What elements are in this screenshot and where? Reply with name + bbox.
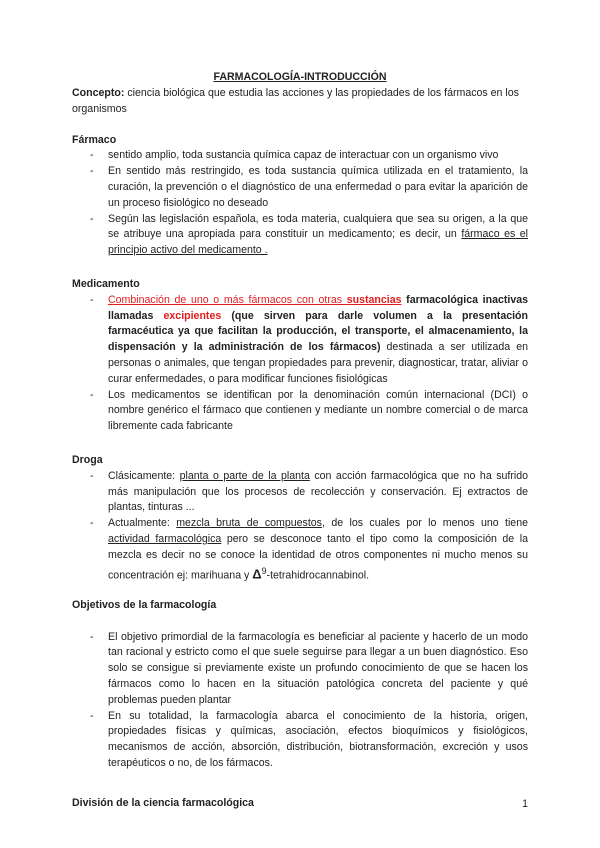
list-dash: - xyxy=(90,165,94,178)
list-item xyxy=(72,293,528,388)
list-item-text: sentido amplio, toda sustancia química capaz de interactuar con un organismo vivo xyxy=(108,149,499,162)
farmaco-definition-underlined: fármaco es el principio activo del medicamento . xyxy=(108,228,528,257)
medicamento-list xyxy=(72,293,528,435)
list-dash: - xyxy=(90,709,94,722)
section-heading-droga: Droga xyxy=(72,453,103,466)
list-dash: - xyxy=(90,388,94,401)
section-heading-medicamento: Medicamento xyxy=(72,277,140,290)
planta-underlined: planta o parte de la planta xyxy=(179,469,310,482)
title-line xyxy=(72,70,528,86)
droga-middle-text: , de los cuales por lo menos uno tiene xyxy=(321,517,528,530)
excipientes-highlight: excipientes xyxy=(163,309,222,322)
concept-text: ciencia biológica que estudia las acciones y las propiedades de los fármacos en los organismos xyxy=(72,87,519,115)
delta-symbol: Δ xyxy=(252,566,262,582)
list-dash: - xyxy=(90,293,94,306)
medicamento-bold-text-1: farmacológica inactivas llamadas xyxy=(108,293,529,322)
list-item xyxy=(72,516,528,584)
list-item xyxy=(72,469,528,516)
list-item xyxy=(72,164,528,211)
list-item-text: En sentido más restringido, es toda sustancia química utilizada en el tratamiento, la curación, la prevención o el diagnóstico de una enfermedad o para evitar la aparición de un proceso fisiológico no deseado xyxy=(108,165,528,209)
concept-label: Concepto: xyxy=(72,87,125,99)
list-item xyxy=(72,709,528,772)
droga-text-1: con acción farmacológica que no ha sufrido más manipulación que los procesos de recolección y conservación. Ej extractos de plantas, tinturas ... xyxy=(108,469,528,514)
sustancias-highlight: sustancias xyxy=(346,293,402,306)
list-item xyxy=(72,212,528,259)
list-item-text: El objetivo primordial de la farmacología es beneficiar al paciente y hacerlo de un modo tan racional y estricto como el que suele seguirse para llegar a un buen diagnóstico. Eso solo se consigue si previamente existe un profundo conocimiento de que se hacen los fármacos como lo hacen en la situación patológica concreta del paciente y qué problemas pueden plantar xyxy=(108,630,528,706)
farmaco-list xyxy=(72,148,528,259)
section-heading-division: División de la ciencia farmacológica xyxy=(72,796,254,809)
objetivos-list xyxy=(72,630,528,772)
list-dash: - xyxy=(90,149,94,162)
section-heading-objetivos: Objetivos de la farmacología xyxy=(72,598,217,611)
medicamento-rest-text: destinada a ser utilizada en personas o animales, que tengan propiedades para prevenir, diagnosticar, tratar, aliviar o curar enfermedades, o para modificar funciones fisiológicas xyxy=(108,341,528,385)
list-item xyxy=(72,148,528,164)
page-number: 1 xyxy=(522,798,528,810)
list-item xyxy=(72,630,528,709)
droga-list xyxy=(72,469,528,584)
list-dash: - xyxy=(90,212,94,225)
document-title: FARMACOLOGÍA-INTRODUCCIÓN xyxy=(213,71,387,83)
droga-end-text: -tetrahidrocannabinol. xyxy=(266,569,370,582)
droga-prefix-2: Actualmente: xyxy=(108,517,177,530)
medicamento-red-underlined: Combinación de uno o más fármacos con otras xyxy=(108,293,347,306)
list-item xyxy=(72,388,528,435)
list-dash: - xyxy=(90,469,94,482)
droga-prefix-1: Clásicamente: xyxy=(108,469,180,482)
list-item-text: Los medicamentos se identifican por la denominación común internacional (DCI) o nombre genérico el fármaco que contienen y mediante un nombre comercial o de marca libremente cada fabricante xyxy=(108,388,528,433)
delta-superscript: 9 xyxy=(261,565,267,576)
concept-paragraph xyxy=(72,86,528,118)
list-dash: - xyxy=(90,517,94,530)
mezcla-underlined: mezcla bruta de compuestos xyxy=(176,517,322,530)
list-dash: - xyxy=(90,630,94,643)
list-item-text: Según las legislación española, es toda materia, cualquiera que sea su origen, a la que se atribuye una apropiada para constituir un medicamento; es decir, un xyxy=(108,212,528,241)
list-item-text: En su totalidad, la farmacología abarca el conocimiento de la historia, origen, propiedades físicas y químicas, asociación, efectos bioquímicos y fisiológicos, mecanismos de acción, absorción, distribución, biotransformación, excreción y usos terapéuticos o no, de los fármacos. xyxy=(108,709,528,770)
section-heading-farmaco: Fármaco xyxy=(72,133,117,146)
droga-text-2: pero se desconoce tanto el tipo como la composición de la mezcla es decir no se conoce la identidad de otros componentes ni mucho menos su concentración ej: marihuana y xyxy=(108,532,528,582)
actividad-underlined: actividad farmacológica xyxy=(108,532,222,545)
medicamento-bold-text-2: (que sirven para darle volumen a la presentación farmacéutica ya que facilitan la producción, el transporte, el almacenamiento, la dispensación y la administración de los fármacos) xyxy=(108,309,528,354)
